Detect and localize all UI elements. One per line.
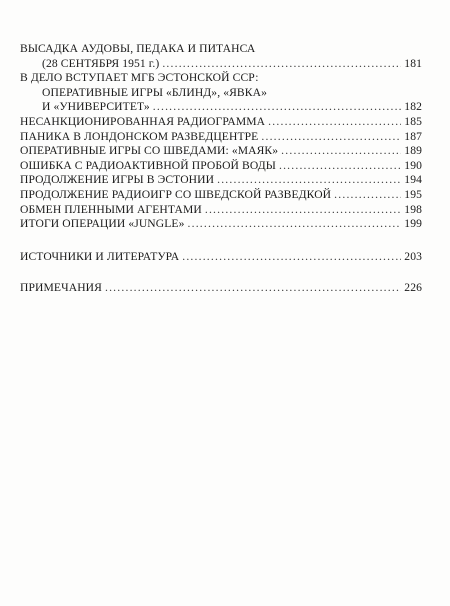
toc-entry-line (20, 71, 422, 86)
toc-leader-dots (205, 203, 401, 218)
toc-entry[interactable] (20, 130, 422, 145)
toc-leader-dots (261, 130, 401, 145)
toc-page-number: 187 (404, 129, 422, 143)
toc-entry[interactable] (20, 144, 422, 159)
toc-page-number: 195 (404, 187, 422, 201)
toc-entry[interactable] (20, 217, 422, 232)
toc-page-number: 226 (404, 281, 422, 295)
toc-page-number: 182 (404, 100, 422, 114)
toc-entry-title: ПРИМЕЧАНИЯ (20, 281, 102, 295)
toc-entry-title: ИТОГИ ОПЕРАЦИИ «JUNGLE» (20, 217, 185, 231)
toc-entry-title: ПАНИКА В ЛОНДОНСКОМ РАЗВЕДЦЕНТРЕ (20, 129, 259, 143)
toc-leader-dots (188, 217, 402, 232)
toc-leader-dots (279, 159, 401, 174)
toc-leader-dots (281, 144, 401, 159)
toc-page-number: 199 (404, 217, 422, 231)
toc-entry-title: ОШИБКА С РАДИОАКТИВНОЙ ПРОБОЙ ВОДЫ (20, 158, 276, 172)
toc-entry-line (20, 250, 422, 265)
toc-page-number: 189 (404, 144, 422, 158)
toc-entry-title: (28 СЕНТЯБРЯ 1951 г.) (42, 56, 160, 70)
toc-page-number: 203 (404, 249, 422, 263)
toc-leader-dots (217, 173, 401, 188)
toc-entry-sources[interactable] (20, 250, 422, 265)
toc-entry[interactable] (20, 203, 422, 218)
toc-entry-line (20, 188, 422, 203)
toc-entry[interactable] (20, 188, 422, 203)
toc-entry-notes[interactable] (20, 281, 422, 296)
toc-entry-line (20, 217, 422, 232)
toc-entry-title: И «УНИВЕРСИТЕТ» (42, 100, 150, 114)
toc-entry-title: ПРОДОЛЖЕНИЕ ИГРЫ В ЭСТОНИИ (20, 173, 215, 187)
toc-entry-line (20, 57, 422, 72)
toc-entry-line (20, 86, 422, 101)
toc-leader-dots (162, 57, 401, 72)
toc-entry-line (20, 42, 422, 57)
toc-entry[interactable] (20, 71, 422, 115)
table-of-contents (20, 42, 422, 296)
toc-entry-line (20, 173, 422, 188)
toc-page-number: 194 (404, 173, 422, 187)
toc-leader-dots (268, 115, 401, 130)
toc-entry[interactable] (20, 159, 422, 174)
toc-entry-line (20, 144, 422, 159)
toc-page-number: 190 (404, 158, 422, 172)
toc-entry-title: ИСТОЧНИКИ И ЛИТЕРАТУРА (20, 249, 180, 263)
toc-leader-dots (334, 188, 401, 203)
toc-entry-title: ПРОДОЛЖЕНИЕ РАДИОИГР СО ШВЕДСКОЙ РАЗВЕДКОЙ (20, 187, 332, 201)
toc-entry-title: НЕСАНКЦИОНИРОВАННАЯ РАДИОГРАММА (20, 114, 266, 128)
toc-entry-line (20, 100, 422, 115)
toc-entry-title: ВЫСАДКА АУДОВЫ, ПЕДАКА И ПИТАНСА (20, 42, 256, 55)
toc-entry-line (20, 130, 422, 145)
toc-leader-dots (105, 281, 401, 296)
toc-entry-title: В ДЕЛО ВСТУПАЕТ МГБ ЭСТОНСКОЙ ССР: (20, 71, 259, 85)
toc-page-number: 198 (404, 202, 422, 216)
toc-entry[interactable] (20, 173, 422, 188)
toc-entry-line (20, 203, 422, 218)
toc-page-number: 185 (404, 114, 422, 128)
toc-page-number: 181 (404, 56, 422, 70)
toc-entry-title: ОПЕРАТИВНЫЕ ИГРЫ СО ШВЕДАМИ: «МАЯК» (20, 144, 279, 158)
toc-entry-line (20, 281, 422, 296)
toc-entry-title: ОБМЕН ПЛЕННЫМИ АГЕНТАМИ (20, 202, 202, 216)
toc-entry[interactable] (20, 42, 422, 71)
toc-leader-dots (182, 250, 401, 265)
toc-leader-dots (153, 100, 402, 115)
toc-entry-line (20, 159, 422, 174)
toc-entry[interactable] (20, 115, 422, 130)
toc-entry-line (20, 115, 422, 130)
toc-entry-title: ОПЕРАТИВНЫЕ ИГРЫ «БЛИНД», «ЯВКА» (42, 85, 267, 99)
